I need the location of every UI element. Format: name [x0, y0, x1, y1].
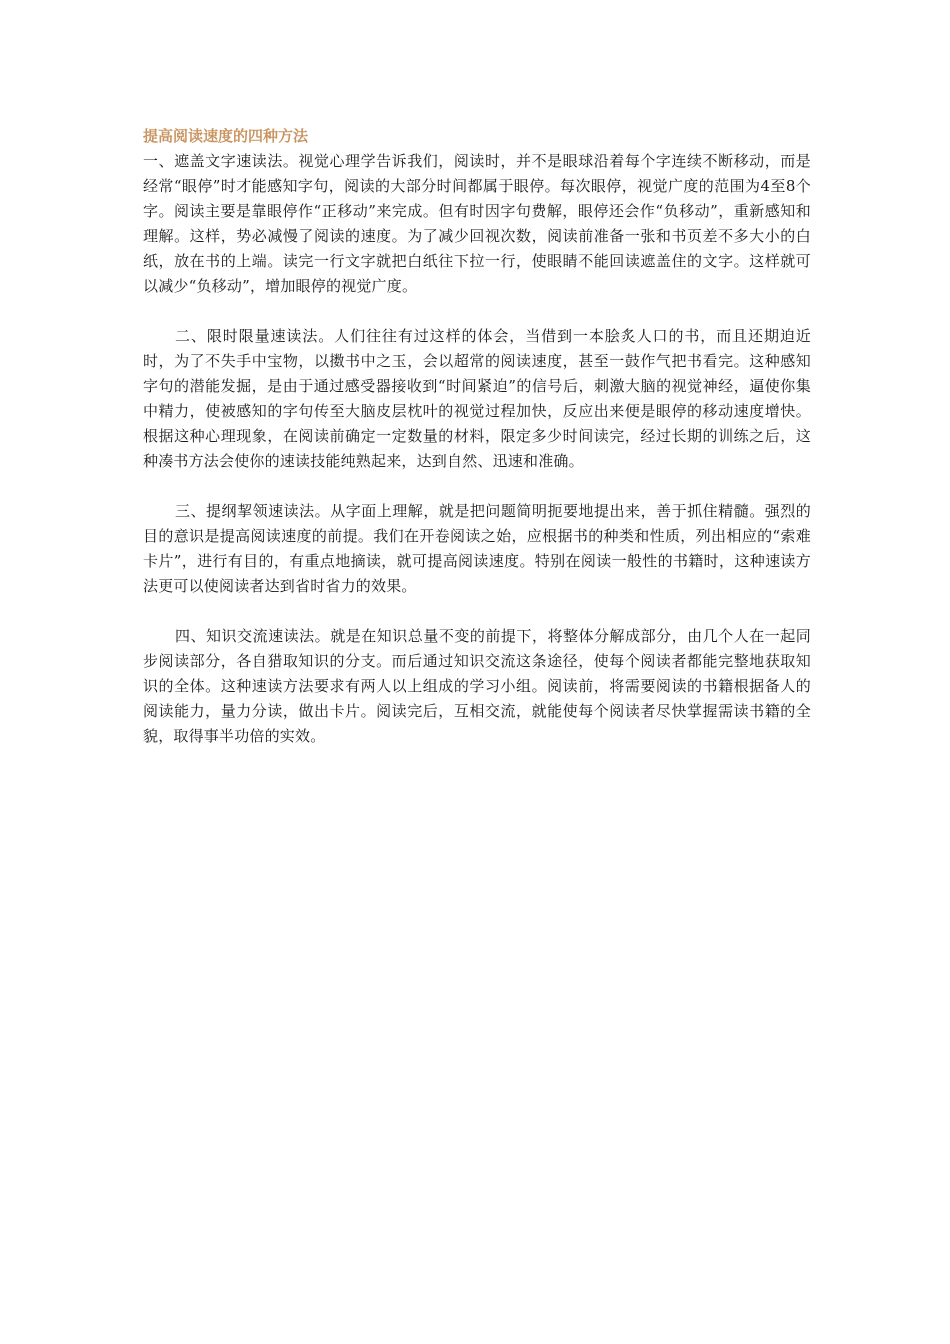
- paragraph-spacer: [143, 599, 811, 624]
- paragraph-spacer: [143, 474, 811, 499]
- paragraph-method-4: 四、知识交流速读法。就是在知识总量不变的前提下，将整体分解成部分，由几个人在一起同步阅读部分，各自猎取知识的分支。而后通过知识交流这条途径，使每个阅读者都能完整地获取知识的全体。这种速读方法要求有两人以上组成的学习小组。阅读前，将需要阅读的书籍根据备人的阅读能力，量力分读，做出卡片。阅读完后，互相交流，就能使每个阅读者尽快掌握需读书籍的全貌，取得事半功倍的实效。: [143, 627, 811, 745]
- paragraph-method-1: 一、遮盖文字速读法。视觉心理学告诉我们，阅读时，并不是眼球沿着每个字连续不断移动，而是经常“眼停”时才能感知字句，阅读的大部分时间都属于眼停。每次眼停，视觉广度的范围为4至8个字。阅读主要是靠眼停作“正移动”来完成。但有时因字句费解，眼停还会作“负移动”，重新感知和理解。这样，势必减慢了阅读的速度。为了减少回视次数，阅读前准备一张和书页差不多大小的白纸，放在书的上端。读完一行文字就把白纸往下拉一行，使眼睛不能回读遮盖住的文字。这样就可以减少“负移动”，增加眼停的视觉广度。: [143, 152, 811, 295]
- document-title: 提高阅读速度的四种方法: [143, 127, 309, 145]
- document-page: [143, 124, 811, 749]
- paragraph-method-2: 二、限时限量速读法。人们往往有过这样的体会，当借到一本脍炙人口的书，而且还期迫近时，为了不失手中宝物，以擞书中之玉，会以超常的阅读速度，甚至一鼓作气把书看完。这种感知字句的潜能发掘，是由于通过感受器接收到“时间紧迫”的信号后，刺激大脑的视觉神经，逼使你集中精力，使被感知的字句传至大脑皮层枕叶的视觉过程加快，反应出来便是眼停的移动速度增快。根据这种心理现象，在阅读前确定一定数量的材料，限定多少时间读完，经过长期的训练之后，这种凑书方法会使你的速读技能纯熟起来，达到自然、迅速和准确。: [143, 327, 811, 470]
- paragraph-spacer: [143, 299, 811, 324]
- paragraph-method-3: 三、提纲挈领速读法。从字面上理解，就是把问题简明扼要地提出来，善于抓住精髓。强烈的目的意识是提高阅读速度的前提。我们在开卷阅读之始，应根据书的种类和性质，列出相应的“索难卡片”，进行有目的，有重点地摘读，就可提高阅读速度。特别在阅读一般性的书籍时，这种速读方法更可以使阅读者达到省时省力的效果。: [143, 502, 811, 595]
